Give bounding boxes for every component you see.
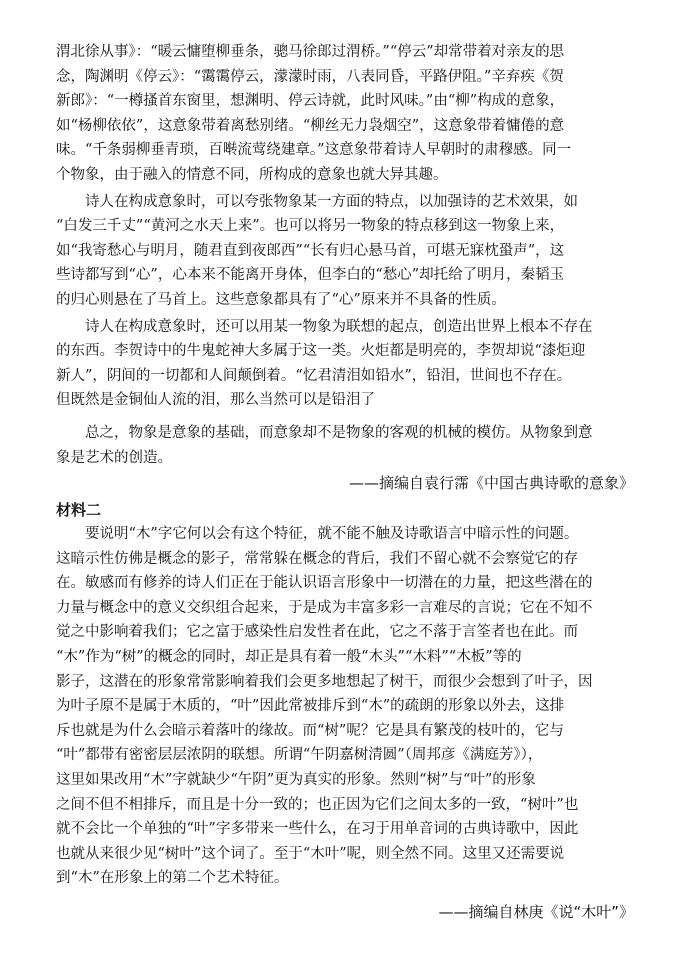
- material1-paragraph2: [56, 190, 634, 313]
- text-line: 影子，这潜在的形象常常影响着我们会更多地想起了树干，而很少会想到了叶子，因: [56, 673, 593, 690]
- text-line: 如“我寄愁心与明月，随君直到夜郎西”“长有归心悬马首，可堪无寐枕蛩声”，这: [56, 242, 565, 259]
- text-line: 就不会比一个单独的“叶”字多带来一些什么，在习于用单音词的古典诗歌中，因此: [56, 821, 579, 838]
- text-line: 的东西。李贺诗中的牛鬼蛇神大多属于这一类。火炬都是明亮的，李贺却说“漆炬迎: [56, 343, 586, 360]
- text-line: 力量与概念中的意义交织组合起来，于是成为丰富多彩一言难尽的言说；它在不知不: [56, 599, 593, 616]
- text-line: 这暗示性仿佛是概念的影子，常常躲在概念的背后，我们不留心就不会察觉它的存: [56, 550, 578, 567]
- text-line: 总之，物象是意象的基础，而意象却不是物象的客观的机械的模仿。从物象到意: [85, 424, 593, 441]
- text-line: 但既然是金铜仙人流的泪，那么当然可以是铅泪了: [56, 392, 375, 409]
- text-line: 味。“千条弱柳垂青琐，百啭流莺绕建章。”这意象带着诗人早朝时的肃穆感。同一: [56, 142, 572, 159]
- text-line: 个物象，由于融入的情意不同，所构成的意象也就大异其趣。: [56, 166, 448, 183]
- text-line: 斥也就是为什么会暗示着落叶的缘故。而“树”呢？它是具有繁茂的枝叶的，它与: [56, 722, 564, 739]
- text-line: 如“杨柳依依”，这意象带着离愁别绪。“柳丝无力袅烟空”，这意象带着慵倦的意: [56, 117, 565, 134]
- text-line: 新郎》：“一樽搔首东窗里，想渊明、停云诗就，此时风味。”由“柳”构成的意象，: [56, 93, 565, 110]
- material1-paragraph1: [56, 40, 634, 188]
- text-line: “叶”都带有密密层层浓阴的联想。所谓“午阴嘉树清圆”（周邦彦《满庭芳》），: [56, 747, 543, 764]
- text-line: 些诗都写到“心”，心本来不能离开身体，但李白的“愁心”却托给了明月，秦韬玉: [56, 267, 565, 284]
- text-line: 要说明“木”字它何以会有这个特征，就不能不触及诗歌语言中暗示性的问题。: [85, 526, 579, 543]
- text-line: 之间不但不相排斥，而且是十分一致的；也正因为它们之间太多的一致，“树叶”也: [56, 796, 579, 813]
- material1-paragraph3: [56, 315, 634, 413]
- text-line: “白发三千丈”“黄河之水天上来”。也可以将另一物象的特点移到这一物象上来，: [56, 218, 565, 235]
- text-line: 到“木”在形象上的第二个艺术特征。: [56, 870, 289, 887]
- text-line: 诗人在构成意象时，还可以用某一物象为联想的起点，创造出世界上根本不存在: [85, 318, 593, 335]
- text-line: 也就从来很少见“树叶”这个词了。至于“木叶”呢，则全然不同。这里又还需要说: [56, 845, 565, 862]
- material2-source: ——摘编自林庚《说“木叶”》: [438, 903, 634, 921]
- material2-paragraph1: [56, 522, 634, 891]
- text-line: 在。敏感而有修养的诗人们正在于能认识语言形象中一切潜在的力量，把这些潜在的: [56, 575, 593, 592]
- text-line: “木”作为“树”的概念的同时，却正是具有着一般“木头”“木料”“木板”等的: [56, 649, 522, 666]
- text-line: 念，陶渊明《停云》：“霭霭停云，濛濛时雨，八表同昏，平路伊阻。”辛弃疾《贺: [56, 68, 564, 85]
- text-line: 为叶子原不是属于木质的，“叶”因此常被排斥到“木”的疏朗的形象以外去，这排: [56, 698, 565, 715]
- text-line: 这里如果改用“木”字就缺少“午阴”更为真实的形象。然则“树”与“叶”的形象: [56, 772, 536, 789]
- text-line: 觉之中影响着我们；它之富于感染性启发性者在此，它之不落于言筌者也在此。而: [56, 624, 578, 641]
- text-line: 诗人在构成意象时，可以夸张物象某一方面的特点，以加强诗的艺术效果，如: [85, 193, 578, 210]
- material1-paragraph4: [56, 421, 634, 470]
- text-line: 渭北徐从事》：“暖云慵堕柳垂条，骢马徐郎过渭桥。”“停云”却常带着对亲友的思: [56, 44, 565, 60]
- text-line: 的归心则悬在了马首上。这些意象都具有了“心”原来并不具备的性质。: [56, 291, 506, 308]
- material1-source: ——摘编自袁行霈《中国古典诗歌的意象》: [348, 474, 634, 493]
- material2-title: 材料二: [56, 501, 102, 520]
- text-line: 新人”，阴间的一切都和人间颠倒着。“忆君清泪如铅水”，铅泪，世间也不存在。: [56, 367, 572, 384]
- text-line: 象是艺术的创造。: [56, 449, 172, 466]
